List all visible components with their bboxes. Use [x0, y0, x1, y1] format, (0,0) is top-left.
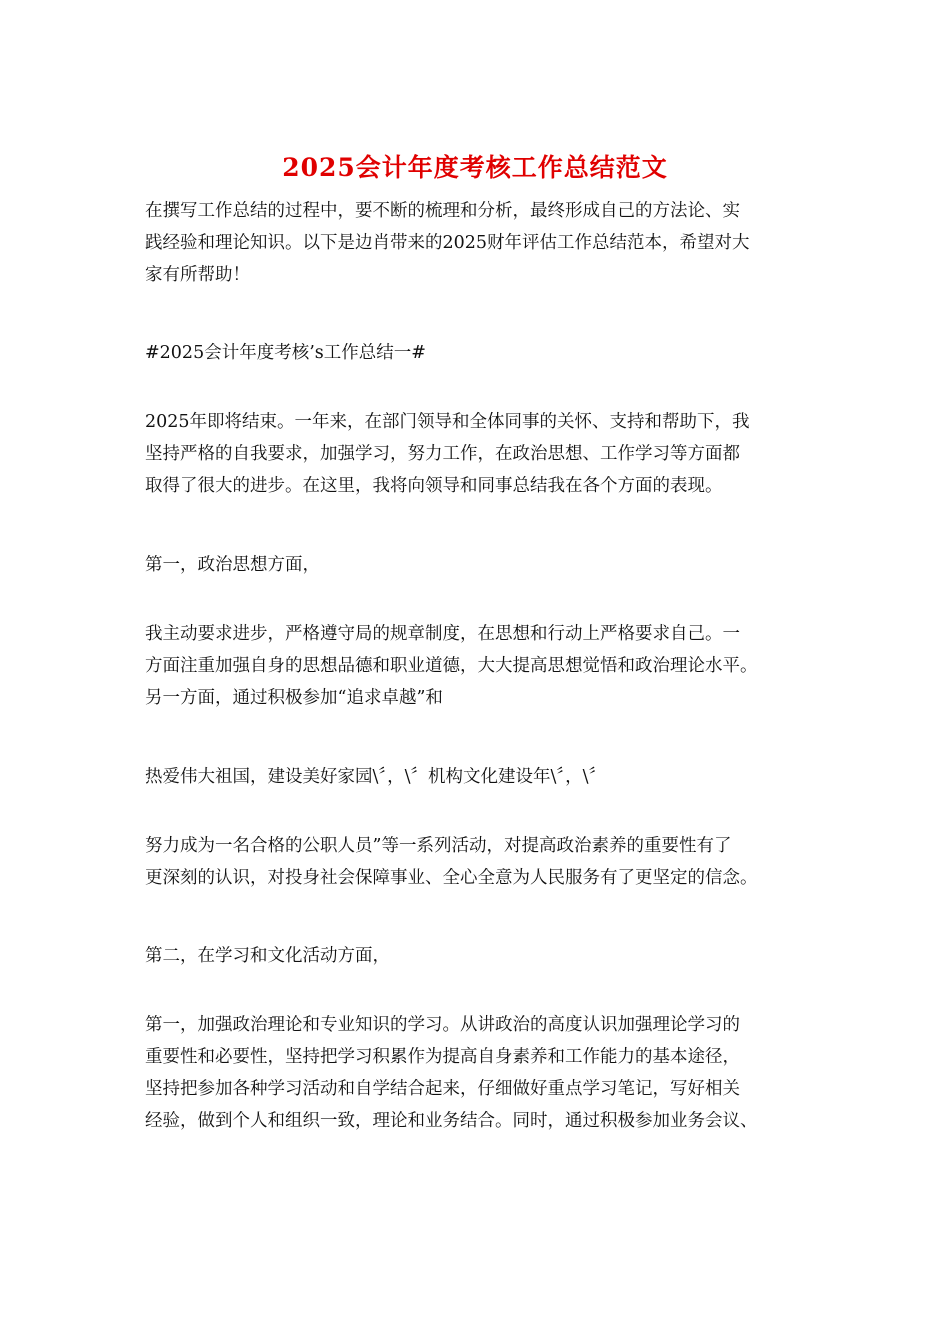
paragraph-study-heading: [145, 940, 813, 972]
paragraph-politics: [145, 618, 813, 714]
paragraph-activities: [145, 761, 813, 793]
text-line: 取得了很大的进步。在这里，我将向领导和同事总结我在各个方面的表现。: [145, 476, 723, 496]
text-line: 我主动要求进步，严格遵守局的规章制度，在思想和行动上严格要求自己。一: [145, 624, 740, 644]
text-line: 第二，在学习和文化活动方面，: [145, 946, 390, 966]
section-heading-1: [145, 337, 813, 369]
text-line: 家有所帮助！: [145, 265, 250, 285]
text-line: 坚持严格的自我要求，加强学习，努力工作，在政治思想、工作学习等方面都: [145, 444, 740, 464]
paragraph-overview: [145, 406, 813, 502]
text-line: 在撰写工作总结的过程中，要不断的梳理和分析，最终形成自己的方法论、实: [145, 201, 740, 221]
text-line: #2025会计年度考核’s工作总结一#: [145, 343, 426, 363]
text-line: 另一方面，通过积极参加“追求卓越”和: [145, 688, 443, 708]
paragraph-activities-result: [145, 830, 813, 894]
text-line: 践经验和理论知识。以下是边肖带来的2025财年评估工作总结范本，希望对大: [145, 233, 750, 253]
text-line: 重要性和必要性，坚持把学习积累作为提高自身素养和工作能力的基本途径，: [145, 1047, 740, 1067]
paragraph-study: [145, 1009, 813, 1137]
text-line: 更深刻的认识，对投身社会保障事业、全心全意为人民服务有了更坚定的信念。: [145, 868, 758, 888]
text-line: 方面注重加强自身的思想品德和职业道德，大大提高思想觉悟和政治理论水平。: [145, 656, 758, 676]
text-line: 热爱伟大祖国，建设美好家园\〞，\〞机构文化建设年\〞，\〞: [145, 767, 607, 787]
text-line: 2025年即将结束。一年来，在部门领导和全体同事的关怀、支持和帮助下，我: [145, 412, 750, 432]
paragraph-politics-heading: [145, 549, 813, 581]
text-line: 第一，政治思想方面，: [145, 555, 320, 575]
text-line: 努力成为一名合格的公职人员”等一系列活动，对提高政治素养的重要性有了: [145, 836, 732, 856]
paragraph-intro: [145, 195, 813, 291]
text-line: 经验，做到个人和组织一致，理论和业务结合。同时，通过积极参加业务会议、: [145, 1111, 758, 1131]
document-title: 2025会计年度考核工作总结范文: [282, 153, 668, 182]
text-line: 第一，加强政治理论和专业知识的学习。从讲政治的高度认识加强理论学习的: [145, 1015, 740, 1035]
text-line: 坚持把参加各种学习活动和自学结合起来，仔细做好重点学习笔记，写好相关: [145, 1079, 740, 1099]
